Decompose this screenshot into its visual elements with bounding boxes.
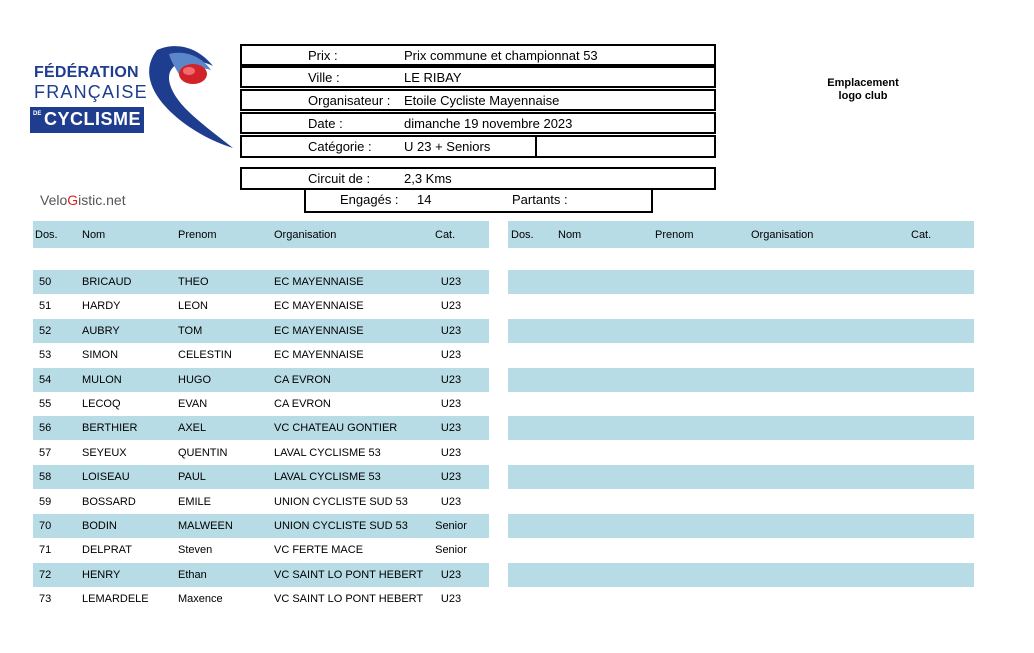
cell-cat: U23 xyxy=(440,349,462,362)
date-value: dimanche 19 novembre 2023 xyxy=(404,116,573,131)
cell-nom: HARDY xyxy=(82,300,121,313)
cell-nom: BRICAUD xyxy=(82,276,132,288)
velogistic-logo xyxy=(40,192,126,208)
cell-dos: 57 xyxy=(39,446,52,459)
cell-nom: LOISEAU xyxy=(82,471,130,484)
header-dos: Dos. xyxy=(511,229,534,241)
table-row xyxy=(33,392,489,416)
cell-organisation: VC FERTE MACE xyxy=(274,544,364,557)
cell-organisation: UNION CYCLISTE SUD 53 xyxy=(274,520,408,532)
cell-dos: 50 xyxy=(39,276,52,288)
empty-table-row xyxy=(508,416,974,440)
velogistic-part1: Velo xyxy=(40,192,68,208)
cell-cat: U23 xyxy=(440,495,462,508)
engages-value: 14 xyxy=(417,192,432,207)
cell-organisation: UNION CYCLISTE SUD 53 xyxy=(274,495,408,508)
cell-nom: AUBRY xyxy=(82,324,120,337)
empty-table-row xyxy=(508,563,974,587)
cell-organisation: EC MAYENNAISE xyxy=(274,324,364,337)
cell-organisation: VC SAINT LO PONT HEBERT xyxy=(274,568,424,581)
club-logo-line2: logo club xyxy=(838,90,888,102)
cell-dos: 70 xyxy=(39,520,52,532)
prix-value: Prix commune et championnat 53 xyxy=(404,48,598,63)
table-row xyxy=(33,416,489,440)
cell-organisation: LAVAL CYCLISME 53 xyxy=(274,446,381,459)
logo-line-federation: FÉDÉRATION xyxy=(34,64,139,81)
cell-nom: SIMON xyxy=(82,349,119,362)
cell-cat: Senior xyxy=(435,544,467,557)
table-row xyxy=(33,343,489,367)
table-row xyxy=(33,563,489,587)
table-row xyxy=(33,490,489,514)
cell-cat: U23 xyxy=(440,276,462,288)
cell-dos: 54 xyxy=(39,373,52,386)
velogistic-part2: G xyxy=(67,192,79,208)
cell-dos: 72 xyxy=(39,568,52,581)
cell-prenom: HUGO xyxy=(178,373,211,386)
logo-de: DE xyxy=(33,111,42,117)
info-row-circuit xyxy=(240,167,716,190)
cell-prenom: Steven xyxy=(178,544,213,557)
table-row xyxy=(33,587,489,611)
cell-prenom: LEON xyxy=(178,300,208,313)
header-prenom: Prenom xyxy=(178,229,217,241)
cell-nom: BOSSARD xyxy=(82,495,136,508)
club-logo-line1: Emplacement xyxy=(827,77,899,89)
cell-prenom: MALWEEN xyxy=(178,520,233,532)
header-organisation: Organisation xyxy=(751,229,814,241)
cell-prenom: CELESTIN xyxy=(178,349,232,362)
header-cat: Cat. xyxy=(911,229,932,241)
table-row xyxy=(33,441,489,465)
empty-table-row xyxy=(508,465,974,489)
cell-prenom: Ethan xyxy=(178,568,207,581)
engages-box xyxy=(304,190,653,213)
organisateur-label: Organisateur : xyxy=(308,93,391,108)
cell-cat: U23 xyxy=(440,422,462,435)
cell-dos: 56 xyxy=(39,422,52,435)
logo-line-cyclisme: CYCLISME xyxy=(44,109,142,129)
cell-dos: 71 xyxy=(39,544,52,557)
info-row-organisateur xyxy=(240,89,716,111)
info-row-prix xyxy=(240,44,716,66)
info-row-categorie xyxy=(240,135,716,158)
cell-prenom: AXEL xyxy=(178,422,207,435)
cell-cat: U23 xyxy=(440,324,462,337)
cell-cat: U23 xyxy=(440,593,462,606)
circuit-value: 2,3 Kms xyxy=(404,171,452,186)
cell-cat: U23 xyxy=(440,373,462,386)
info-row-date xyxy=(240,112,716,134)
cell-nom: SEYEUX xyxy=(82,446,127,459)
cell-nom: DELPRAT xyxy=(82,544,132,557)
header-nom: Nom xyxy=(558,229,582,241)
header-dos: Dos. xyxy=(35,229,58,241)
cell-dos: 55 xyxy=(39,398,52,410)
cell-dos: 53 xyxy=(39,349,52,362)
club-logo-placeholder xyxy=(818,77,908,103)
engages-label: Engagés : xyxy=(340,192,399,207)
cell-organisation: EC MAYENNAISE xyxy=(274,300,364,313)
prix-label: Prix : xyxy=(308,48,338,63)
cell-cat: U23 xyxy=(440,398,462,410)
cell-prenom: PAUL xyxy=(178,471,206,484)
ffc-swoosh-icon xyxy=(135,44,235,152)
cell-prenom: TOM xyxy=(178,324,203,337)
cell-cat: U23 xyxy=(440,300,462,313)
ffc-logo xyxy=(30,44,235,154)
logo-line-francaise: FRANÇAISE xyxy=(34,82,148,102)
empty-table-row xyxy=(508,514,974,538)
cell-nom: LECOQ xyxy=(82,398,121,410)
table-header xyxy=(33,221,489,248)
cell-organisation: VC SAINT LO PONT HEBERT xyxy=(274,593,424,606)
cell-prenom: QUENTIN xyxy=(178,446,228,459)
table-row xyxy=(33,465,489,489)
cell-nom: BODIN xyxy=(82,520,117,532)
cell-prenom: Maxence xyxy=(178,593,223,606)
info-row-ville xyxy=(240,66,716,88)
categorie-value: U 23 + Seniors xyxy=(404,139,491,154)
header-organisation: Organisation xyxy=(274,229,337,241)
ville-label: Ville : xyxy=(308,70,340,85)
table-header xyxy=(508,221,974,248)
table-row xyxy=(33,368,489,392)
categorie-separator xyxy=(535,137,537,157)
circuit-label: Circuit de : xyxy=(308,171,371,186)
cell-nom: MULON xyxy=(82,373,122,386)
partants-label: Partants : xyxy=(512,192,568,207)
cell-dos: 58 xyxy=(39,471,52,484)
cell-nom: BERTHIER xyxy=(82,422,138,435)
table-row xyxy=(33,270,489,294)
cell-dos: 52 xyxy=(39,324,52,337)
cell-cat: U23 xyxy=(440,446,462,459)
logo-band xyxy=(30,107,144,133)
cell-organisation: CA EVRON xyxy=(274,373,331,386)
cell-prenom: EMILE xyxy=(178,495,212,508)
header-prenom: Prenom xyxy=(655,229,694,241)
cell-prenom: EVAN xyxy=(178,398,208,410)
date-label: Date : xyxy=(308,116,343,131)
cell-organisation: EC MAYENNAISE xyxy=(274,349,364,362)
cell-nom: HENRY xyxy=(82,568,121,581)
table-row xyxy=(33,319,489,343)
empty-table-row xyxy=(508,270,974,294)
velogistic-part3: istic.net xyxy=(78,192,126,208)
cell-organisation: EC MAYENNAISE xyxy=(274,276,364,288)
table-row xyxy=(33,514,489,538)
empty-table-row xyxy=(508,319,974,343)
cell-cat: U23 xyxy=(440,568,462,581)
cell-dos: 73 xyxy=(39,593,52,606)
cell-cat: Senior xyxy=(435,520,467,532)
table-row xyxy=(33,538,489,562)
empty-table-row xyxy=(508,368,974,392)
cell-dos: 59 xyxy=(39,495,52,508)
cell-organisation: LAVAL CYCLISME 53 xyxy=(274,471,381,484)
ville-value: LE RIBAY xyxy=(404,70,462,85)
header-cat: Cat. xyxy=(435,229,456,241)
categorie-label: Catégorie : xyxy=(308,139,372,154)
cell-prenom: THEO xyxy=(178,276,209,288)
cell-nom: LEMARDELE xyxy=(82,593,149,606)
organisateur-value: Etoile Cycliste Mayennaise xyxy=(404,93,560,108)
table-row xyxy=(33,294,489,318)
cell-organisation: VC CHATEAU GONTIER xyxy=(274,422,398,435)
cell-cat: U23 xyxy=(440,471,462,484)
cell-organisation: CA EVRON xyxy=(274,398,331,410)
cell-dos: 51 xyxy=(39,300,52,313)
header-nom: Nom xyxy=(82,229,106,241)
